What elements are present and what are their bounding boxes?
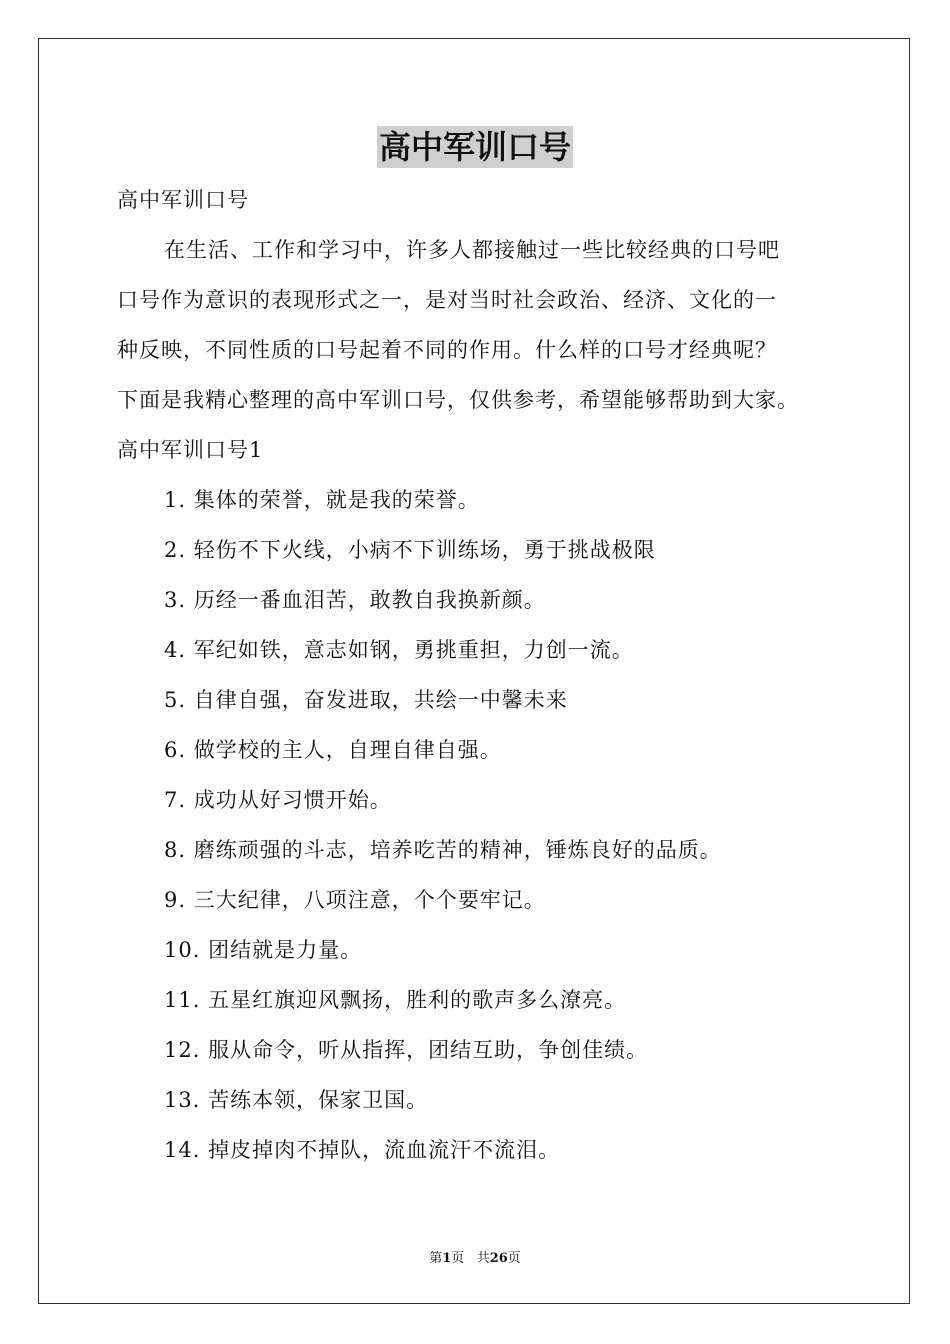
footer-prefix: 第 — [429, 1251, 443, 1266]
list-item: 8. 磨练顽强的斗志，培养吃苦的精神，锤炼良好的品质。 — [164, 838, 722, 862]
total-page-count: 26 — [489, 1251, 508, 1266]
page-footer — [0, 1247, 950, 1266]
intro-line: 口号作为意识的表现形式之一，是对当时社会政治、经济、文化的一 — [117, 288, 777, 312]
current-page-number: 1 — [442, 1251, 452, 1266]
section-heading: 高中军训口号1 — [117, 438, 264, 462]
list-item: 12. 服从命令，听从指挥，团结互助，争创佳绩。 — [164, 1038, 649, 1062]
list-item: 13. 苦练本领，保家卫国。 — [164, 1088, 429, 1112]
list-item: 9. 三大纪律，八项注意，个个要牢记。 — [164, 888, 546, 912]
list-item: 4. 军纪如铁，意志如钢，勇挑重担，力创一流。 — [164, 638, 634, 662]
list-item: 7. 成功从好习惯开始。 — [164, 788, 392, 812]
list-item: 6. 做学校的主人，自理自律自强。 — [164, 738, 502, 762]
list-item: 11. 五星红旗迎风飘扬，胜利的歌声多么潦亮。 — [164, 988, 627, 1012]
document-subtitle: 高中军训口号 — [117, 188, 249, 212]
list-item: 2. 轻伤不下火线，小病不下训练场，勇于挑战极限 — [164, 538, 656, 562]
list-item: 5. 自律自强，奋发进取，共绘一中馨未来 — [164, 688, 568, 712]
intro-line: 在生活、工作和学习中，许多人都接触过一些比较经典的口号吧 — [164, 238, 780, 262]
intro-line: 下面是我精心整理的高中军训口号，仅供参考，希望能够帮助到大家。 — [117, 388, 799, 412]
title-container — [0, 126, 950, 168]
intro-line: 种反映，不同性质的口号起着不同的作用。什么样的口号才经典呢？ — [117, 338, 777, 362]
list-item: 14. 掉皮掉肉不掉队，流血流汗不流泪。 — [164, 1138, 561, 1162]
footer-total-prefix: 共 — [476, 1251, 490, 1266]
footer-total-suffix: 页 — [507, 1251, 521, 1266]
list-item: 10. 团结就是力量。 — [164, 938, 363, 962]
footer-page-suffix: 页 — [451, 1251, 465, 1266]
list-item: 3. 历经一番血泪苦，敢教自我换新颜。 — [164, 588, 546, 612]
document-body — [117, 175, 842, 1175]
list-item: 1. 集体的荣誉，就是我的荣誉。 — [164, 488, 480, 512]
document-title: 高中军训口号 — [378, 128, 571, 166]
